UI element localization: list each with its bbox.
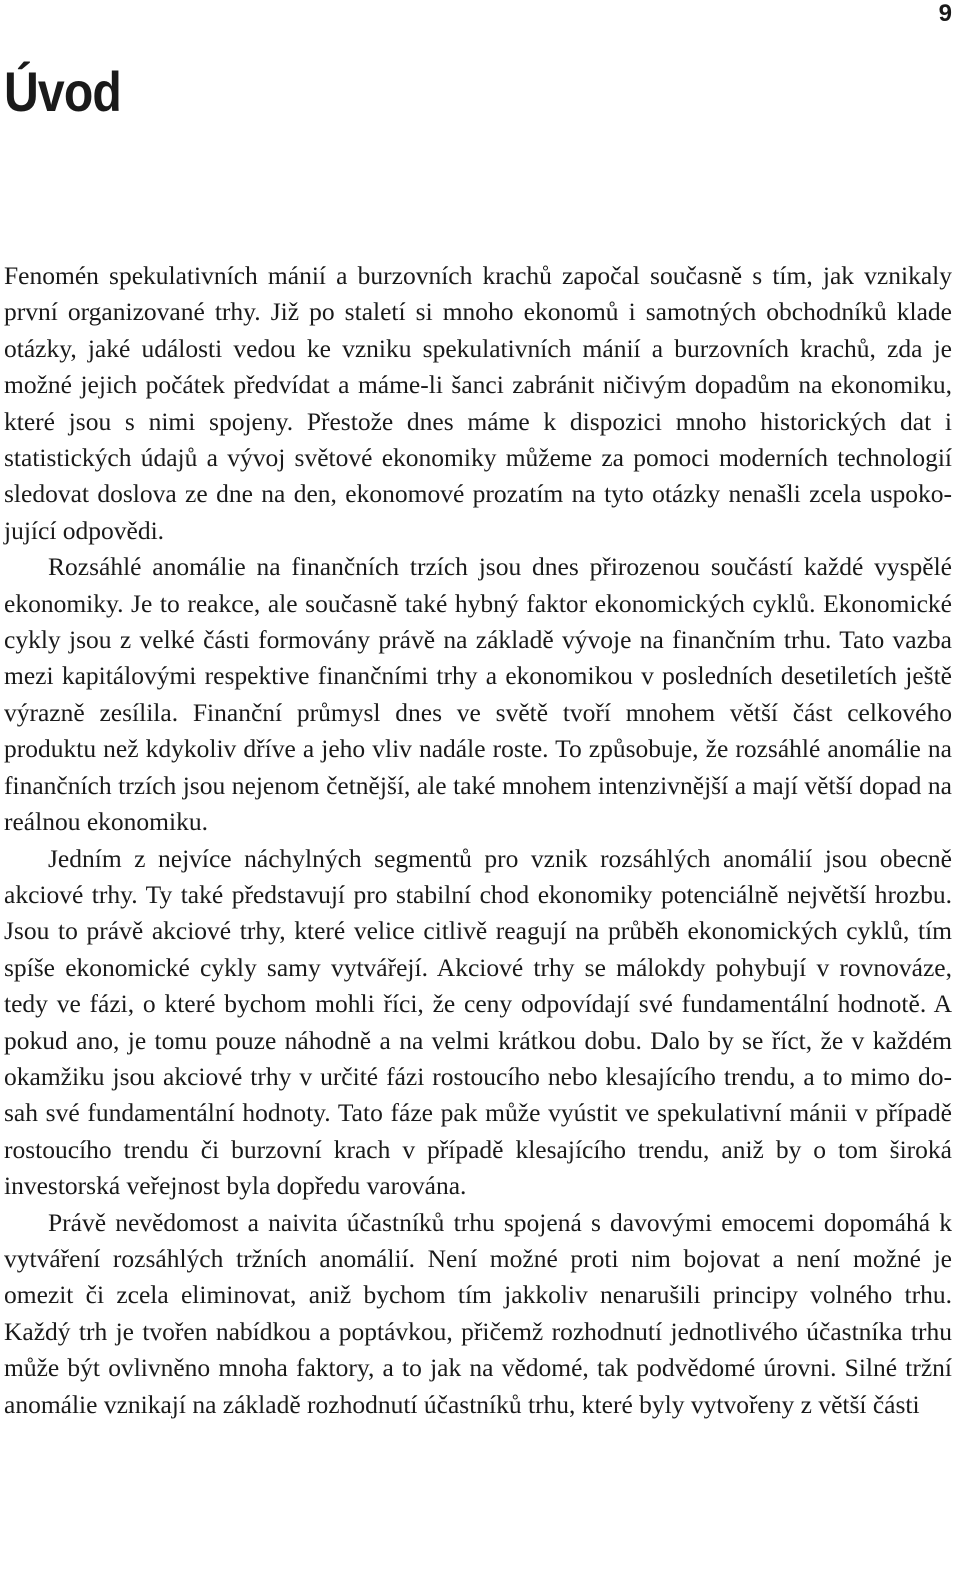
page-number: 9 [938, 0, 952, 27]
paragraph: Fenomén spekulativních mánií a burzovních krachů započal současně s tím, jak vznikaly první organizované trhy. Již po staletí si mnoho ekonomů i samotných obchodníků klade otázky, jaké události vedou ke vzniku spekulativních mánií a burzovních krachů, zda je možné jejich počátek předvídat a máme-li šanci zabránit ničivým dopadům na ekonomiku, které jsou s nimi spojeny. Přestože dnes máme k dispozici mnoho historických dat i statistických údajů a vývoj světové ekonomiky můžeme za pomoci moderních technologií sledovat doslova ze dne na den, ekonomové prozatím na tyto otázky nenašli zcela uspokojující odpovědi. [4, 261, 952, 545]
chapter-title: Úvod [4, 60, 121, 123]
paragraph: Rozsáhlé anomálie na finančních trzích jsou dnes přirozenou součástí každé vyspělé ekonomiky. Je to reakce, ale současně také hybný faktor ekonomických cyklů. Ekonomické cykly jsou z velké části formovány právě na základě vývoje na finančním trhu. Tato vazba mezi kapitálovými respektive finančními trhy a ekonomikou v posledních desetiletích ještě výrazně zesílila. Finanční průmysl dnes ve světě tvoří mnohem větší část celkového produktu než kdykoliv dříve a jeho vliv nadále roste. To způsobuje, že rozsáhlé anomálie na finančních trzích jsou nejenom četnější, ale také mnohem intenzivnější a mají větší dopad na reálnou ekonomiku. [4, 552, 952, 837]
paragraph: Právě nevědomost a naivita účastníků trhu spojená s davovými emocemi dopomáhá k vytváření rozsáhlých tržních anomálií. Není možné proti nim bojovat a není možné je omezit či zcela eliminovat, aniž bychom tím jakkoliv nenarušili principy volného trhu. Každý trh je tvořen nabídkou a poptávkou, přičemž rozhodnutí jednotlivého účastníka trhu může být ovlivněno mnoha faktory, a to jak na vědomé, tak podvědomé úrovni. Silné tržní anomálie vznikají na základě rozhodnutí účastníků trhu, které byly vytvořeny z větší části [4, 1207, 952, 1419]
paragraph: Jedním z nejvíce náchylných segmentů pro vznik rozsáhlých anomálií jsou obecně akciové trhy. Ty také představují pro stabilní chod ekonomiky potenciálně největší hrozbu. Jsou to právě akciové trhy, které velice citlivě reagují na průběh ekonomických cyklů, tím spíše ekonomické cykly samy vytvářejí. Akciové trhy se málokdy pohybují v rovnováze, tedy ve fázi, o které bychom mohli říci, že ceny odpovídají své fundamentální hodnotě. A pokud ano, je tomu pouze náhodně a na velmi krátkou dobu. Dalo by se říct, že v každém okamžiku jsou akciové trhy v určité fázi rostoucího nebo klesajícího trendu, a to mimo dosah své fundamentální hodnoty. Tato fáze pak může vyústit ve spekulativní mánii v případě rostoucího trendu či burzovní krach v případě klesajícího trendu, aniž by o tom široká investorská veřejnost byla dopředu varována. [4, 843, 952, 1201]
body-text [4, 258, 952, 1423]
